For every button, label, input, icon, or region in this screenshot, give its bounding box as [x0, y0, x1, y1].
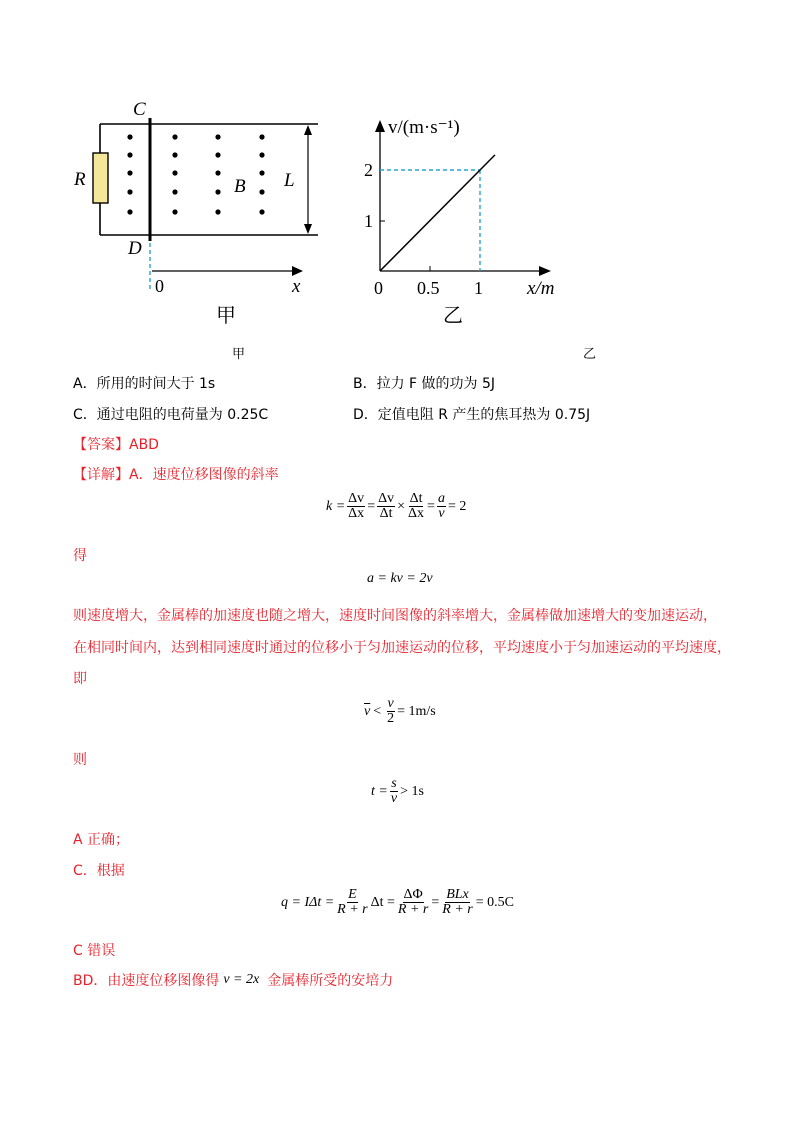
- figure-jia: [70, 95, 330, 335]
- v-x-line: [380, 155, 495, 271]
- eq4-frac: $\frac{s}{v}$: [390, 776, 398, 806]
- word-ze: 则: [73, 752, 87, 768]
- option-B: B．拉力 F 做的功为 5J: [353, 376, 496, 392]
- eq1-k: k =: [326, 498, 346, 514]
- label-C: C: [133, 99, 146, 120]
- label-origin: 0: [155, 276, 164, 296]
- c-basis: C．根据: [73, 863, 125, 879]
- figure-caption-yi: 乙: [443, 303, 463, 327]
- width-arrow-head-top: [304, 125, 312, 135]
- a-correct: A 正确；: [73, 832, 130, 848]
- bd-eq: v = 2x: [223, 972, 260, 987]
- field-dots: [127, 134, 264, 214]
- x-axis-arrow: [292, 266, 303, 276]
- resistor-R: [93, 153, 108, 203]
- bd-pre: BD．由速度位移图像得: [73, 973, 220, 989]
- eq4-rhs: > 1s: [400, 783, 424, 799]
- eq1-frac4: $\frac{a}{v}$: [437, 491, 445, 521]
- eq5-rhs: = 0.5C: [475, 894, 514, 910]
- eq1-rhs: = 2: [447, 498, 467, 514]
- x-tick-label-0: 0: [374, 278, 383, 298]
- bd-post: 金属棒所受的安培力: [267, 973, 394, 989]
- option-D: D．定值电阻 R 产生的焦耳热为 0.75J: [353, 407, 591, 423]
- eq3-frac: $\frac{v}{2}$: [387, 696, 395, 726]
- equation-slope: k = $\frac{\Delta v}{\Delta x}$ = $\frac{\Delta v}{\Delta t}$ × $\frac{\Delta t}{\Delta x}$ = $\frac{a}{v}$ = 2: [326, 491, 467, 521]
- caption-left: 甲: [232, 347, 246, 362]
- paragraph-1: 则速度增大，金属棒的加速度也随之增大，速度时间图像的斜率增大，金属棒做加速增大的变加速运动，: [73, 608, 717, 624]
- x-axis-yi-arrow: [539, 266, 551, 276]
- eq3-vbar: $\overline{v}$: [364, 703, 371, 719]
- y-axis-arrow: [375, 120, 385, 132]
- x-axis-label: x/m: [527, 278, 555, 299]
- figure-caption-jia: 甲: [216, 303, 236, 327]
- eq5-lhs: q = IΔt =: [281, 894, 335, 910]
- eq5-frac1: $\frac{E}{R + r}$: [337, 887, 368, 917]
- eq5-frac2: $\frac{\Delta\Phi}{R + r}$: [397, 887, 429, 917]
- eq4-t: t =: [371, 783, 388, 799]
- c-wrong: C 错误: [73, 943, 116, 959]
- label-R: R: [74, 169, 86, 190]
- x-tick-label-1: 1: [474, 278, 483, 298]
- x-tick-label-half: 0.5: [417, 278, 440, 298]
- caption-right: 乙: [583, 347, 597, 362]
- label-D: D: [128, 238, 142, 259]
- equation-avg-speed: $\overline{v}$ < $\frac{v}{2}$ = 1m/s: [364, 696, 436, 726]
- eq1-frac2: $\frac{\Delta v}{\Delta t}$: [378, 491, 395, 521]
- equation-time: [371, 777, 424, 806]
- option-A: A．所用的时间大于 1s: [73, 376, 216, 392]
- option-C: C．通过电阻的电荷量为 0.25C: [73, 407, 269, 423]
- equation-charge: q = IΔt = $\frac{E}{R + r}$ Δt = $\frac{\Delta\Phi}{R + r}$ = $\frac{\text{BLx}}{R + r}$ = 0.5C: [281, 887, 514, 917]
- eq3-rhs: = 1m/s: [397, 703, 436, 719]
- eq1-frac1: $\frac{\Delta v}{\Delta x}$: [348, 491, 365, 521]
- label-B: B: [234, 176, 246, 197]
- answer: 【答案】ABD: [73, 437, 159, 453]
- y-axis-label: v/(m·s⁻¹): [388, 117, 460, 138]
- word-ji: 即: [73, 671, 87, 687]
- eq5-frac3: $\frac{\text{BLx}}{R + r}$: [442, 887, 473, 917]
- eq1-frac3: $\frac{\Delta t}{\Delta x}$: [408, 491, 425, 521]
- y-tick-label-2: 2: [364, 160, 373, 180]
- figure-yi: [355, 108, 580, 333]
- bd-line: [73, 970, 393, 990]
- equation-acc: a = kv = 2v: [367, 571, 433, 586]
- label-x: x: [292, 276, 301, 297]
- detail-intro: 【详解】A．速度位移图像的斜率: [73, 467, 279, 483]
- word-de: 得: [73, 548, 87, 564]
- label-L: L: [284, 170, 295, 191]
- width-arrow-head-bottom: [304, 224, 312, 234]
- y-tick-label-1: 1: [364, 211, 373, 231]
- paragraph-2: 在相同时间内，达到相同速度时通过的位移小于匀加速运动的位移，平均速度小于匀加速运动的平均速度，: [73, 640, 731, 656]
